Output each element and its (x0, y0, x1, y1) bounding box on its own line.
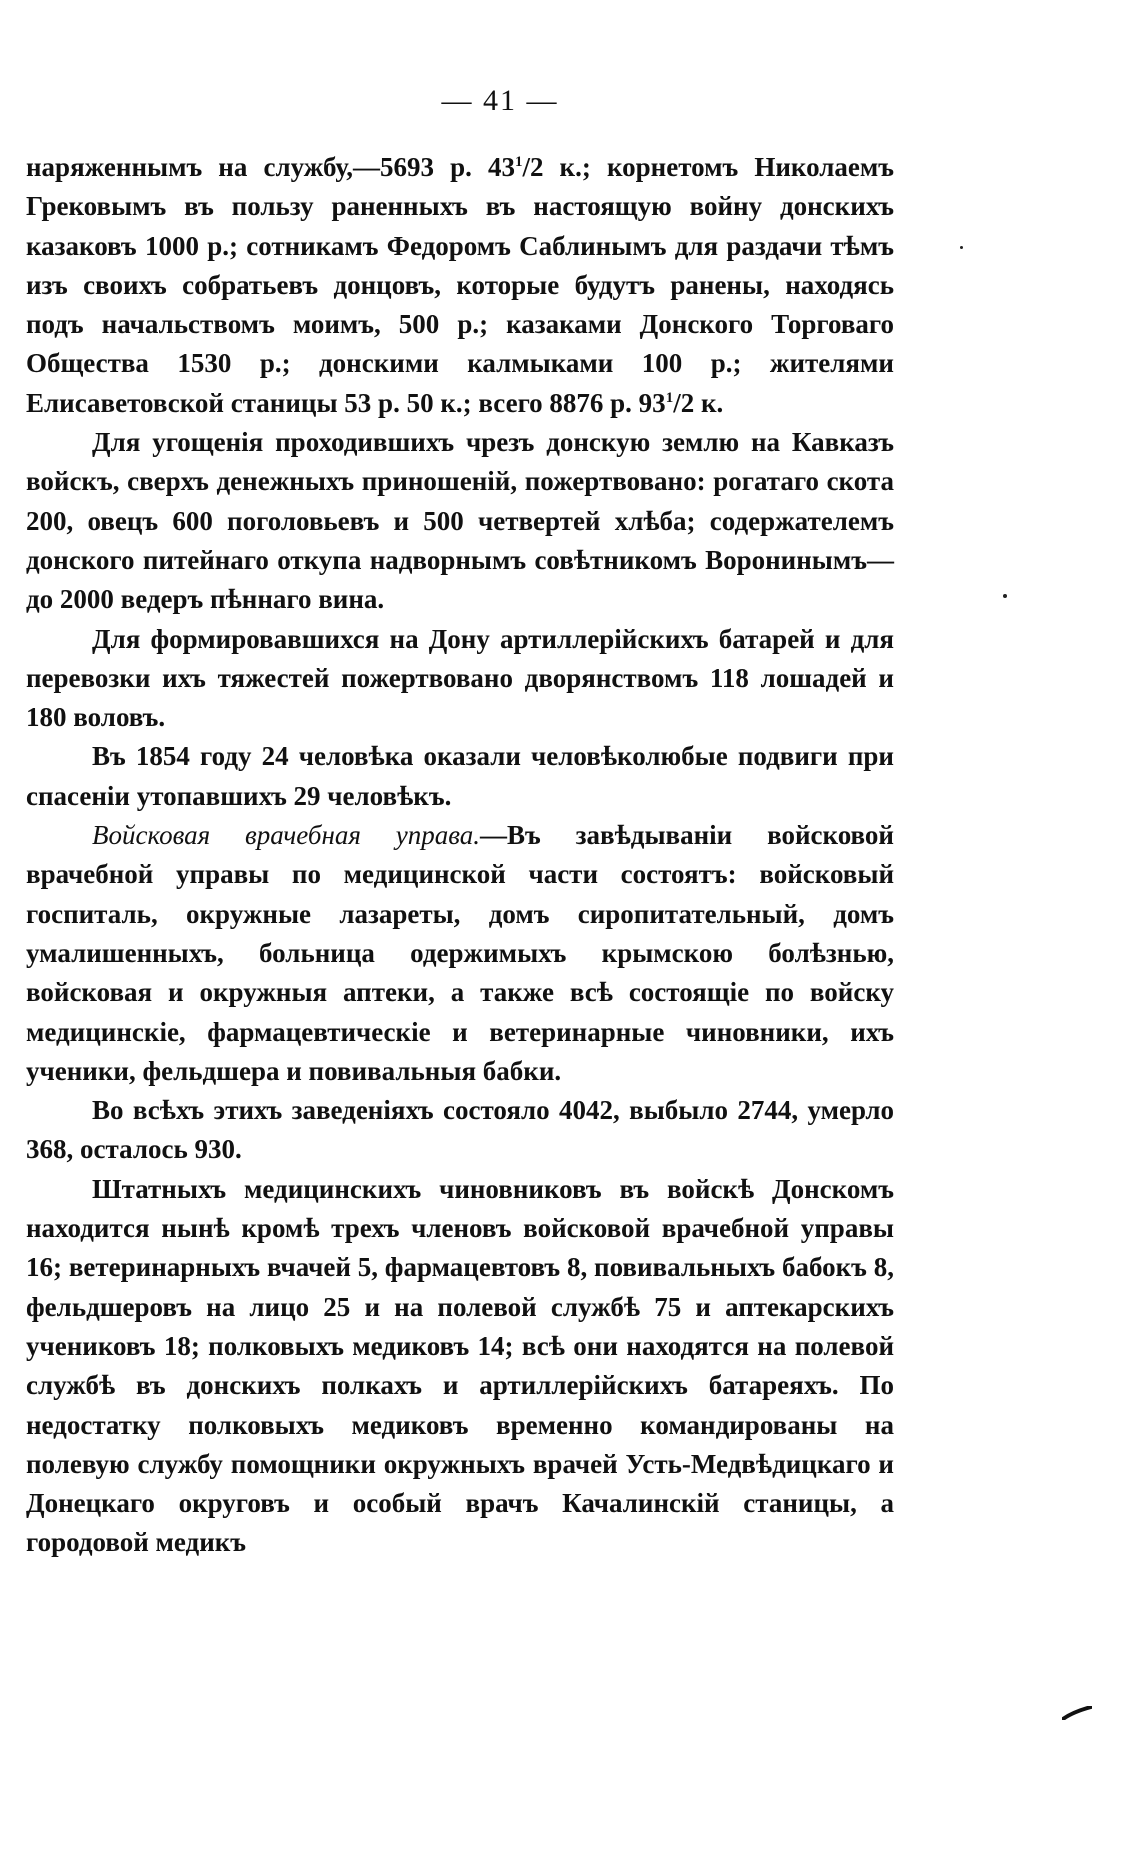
page-body (26, 148, 894, 1563)
paragraph-5: Во всѣхъ этихъ заведеніяхъ состояло 4042, выбыло 2744, умерло 368, осталось 930. (26, 1095, 894, 1165)
paragraph-2: Для формировавшихся на Дону артиллерійскихъ батарей и для перевозки ихъ тяжестей пожертвовано дворянствомъ 118 лошадей и 180 воловъ. (26, 623, 894, 733)
paragraph-0: наряженнымъ на службу,—5693 р. $43^1/2$ к.; корнетомъ Николаемъ Грековымъ въ пользу раненныхъ въ настоящую войну донскихъ казаковъ 1000 р.; сотникамъ Федоромъ Саблинымъ для раздачи тѣмъ изъ своихъ собратьевъ донцовъ, которые будутъ ранены, находясь подъ начальствомъ моимъ, 500 р.; казаками Донского Торговаго Общества 1530 р.; донскими калмыками 100 р.; жителями Елисаветовской станицы 53 р. 50 к.; всего 8876 р. $93^1/2$ к. (26, 152, 894, 418)
paragraph-1: Для угощенія проходившихъ чрезъ донскую землю на Кавказъ войскъ, сверхъ денежныхъ приношеній, пожертвовано: рогатаго скота 200, овецъ 600 поголовьевъ и 500 четвертей хлѣба; содержателемъ донского питейнаго откупа надворнымъ совѣтникомъ Воронинымъ— до 2000 ведеръ пѣннаго вина. (26, 427, 894, 615)
pen-mark-icon (1062, 1706, 1092, 1720)
scan-speck (960, 246, 963, 249)
section-heading: Войсковая врачебная управа. (92, 820, 481, 851)
paragraph-3: Въ 1854 году 24 человѣка оказали человѣколюбые подвиги при спасеніи утопавшихъ 29 человѣкъ. (26, 741, 894, 811)
page-number: — 41 — (441, 84, 559, 117)
scan-speck (1003, 594, 1007, 598)
paragraph-6: Штатныхъ медицинскихъ чиновниковъ въ войскѣ Донскомъ находится нынѣ кромѣ трехъ членовъ войсковой врачебной управы 16; ветеринарныхъ вчачей 5, фармацевтовъ 8, повивальныхъ бабокъ 8, фельдшеровъ на лицо 25 и на полевой службѣ 75 и аптекарскихъ учениковъ 18; полковыхъ медиковъ 14; всѣ они находятся на полевой службѣ въ донскихъ полкахъ и артиллерійскихъ батареяхъ. По недостатку полковыхъ медиковъ временно командированы на полевую службу помощники окружныхъ врачей Усть-Медвѣдицкаго и Донецкаго округовъ и особый врачъ Качалинскій станицы, а городовой медикъ (26, 1173, 894, 1558)
paragraph-4: Войсковая врачебная управа.—Въ завѣдываніи войсковой врачебной управы по медицинской части состоятъ: войсковый госпиталь, окружные лазареты, домъ сиропитательный, домъ умалишенныхъ, больница одержимыхъ крымскою болѣзнью, войсковая и окружныя аптеки, а также всѣ состоящіе по войску медицинскіе, фармацевтическіе и ветеринарные чиновники, ихъ ученики, фельдшера и повивальныя бабки. (26, 820, 894, 1086)
